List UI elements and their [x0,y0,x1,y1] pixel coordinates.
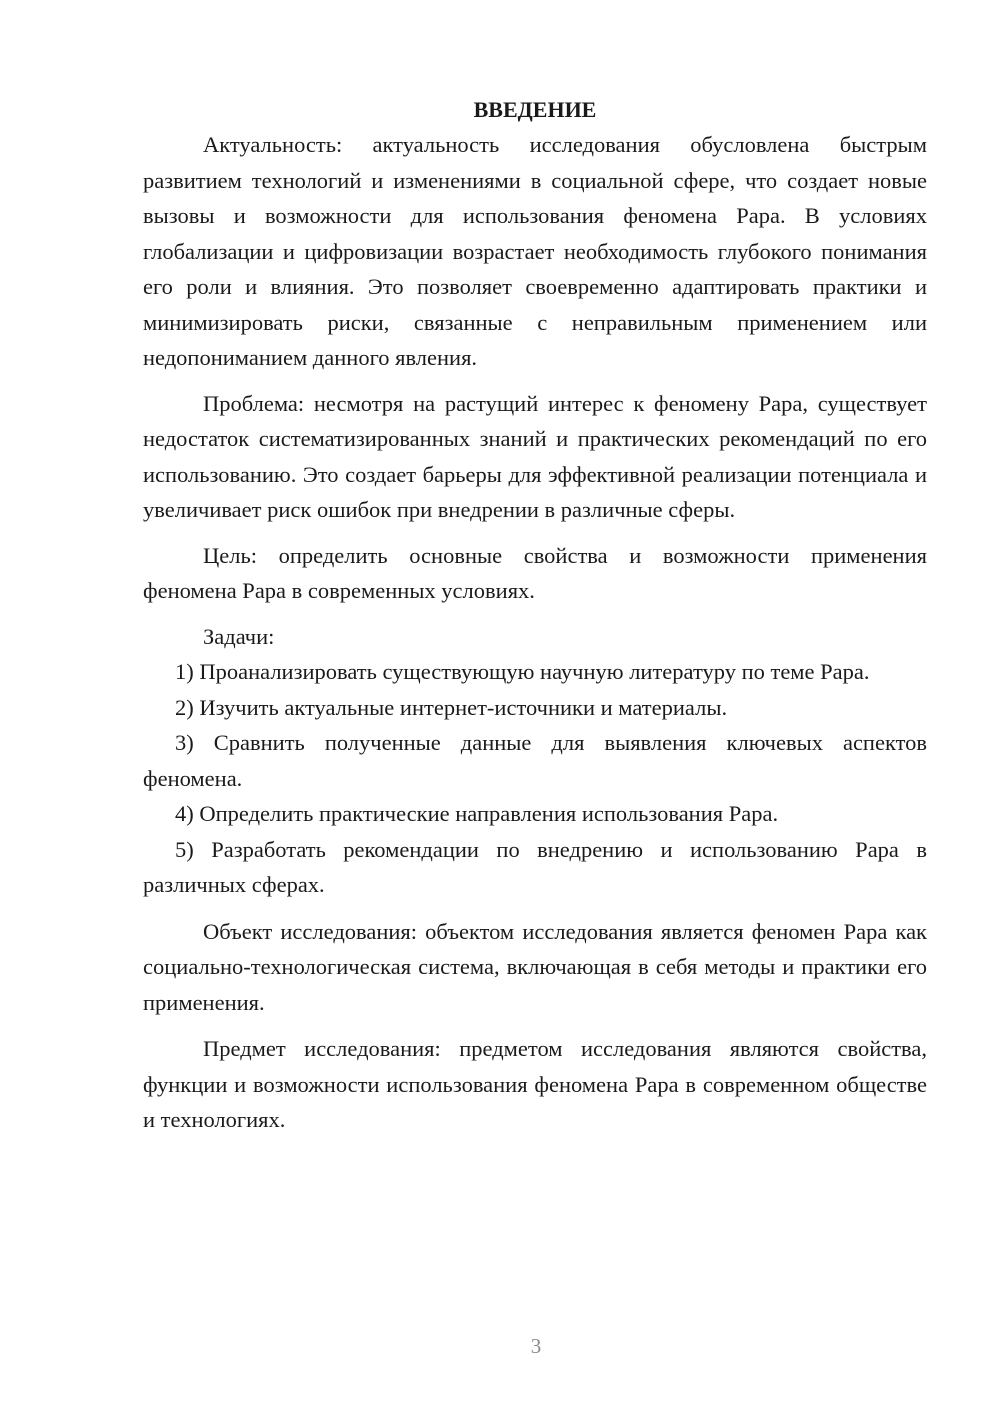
page-number: 3 [530,1334,542,1358]
relevance-paragraph: Актуальность: актуальность исследования обусловлена быстрым развитием технологий и изменениями в социальной сфере, что создает новые вызовы и возможности для использования феномена Рара. В условиях глобализации и цифровизации возрастает необходимость глубокого понимания его роли и влияния. Это позволяет своевременно адаптировать практики и минимизировать риски, связанные с неправильным применением или недопониманием данного явления. [143,132,927,370]
section-heading: ВВЕДЕНИЕ [473,97,597,122]
tasks-label: Задачи: [203,623,275,649]
goal-paragraph: Цель: определить основные свойства и возможности применения феномена Рара в современных условиях. [143,542,927,603]
page-content [143,92,927,1138]
task-item-3: 3) Сравнить полученные данные для выявления ключевых аспектов феномена. [143,730,927,791]
task-item-5: 5) Разработать рекомендации по внедрению и использованию Рара в различных сферах. [143,836,927,897]
task-item-1: 1) Проанализировать существующую научную литературу по теме Рара. [175,659,870,684]
task-item-4: 4) Определить практические направления использования Рара. [175,801,779,826]
object-paragraph: Объект исследования: объектом исследования является феномен Рара как социально-технологическая система, включающая в себя методы и практики его применения. [143,918,927,1015]
task-item-2: 2) Изучить актуальные интернет-источники и материалы. [175,694,728,720]
subject-paragraph: Предмет исследования: предметом исследования являются свойства, функции и возможности использования феномена Рара в современном обществе и технологиях. [143,1036,927,1132]
problem-paragraph: Проблема: несмотря на растущий интерес к феномену Рара, существует недостаток систематизированных знаний и практических рекомендаций по его использованию. Это создает барьеры для эффективной реализации потенциала и увеличивает риск ошибок при внедрении в различные сферы. [143,390,927,522]
